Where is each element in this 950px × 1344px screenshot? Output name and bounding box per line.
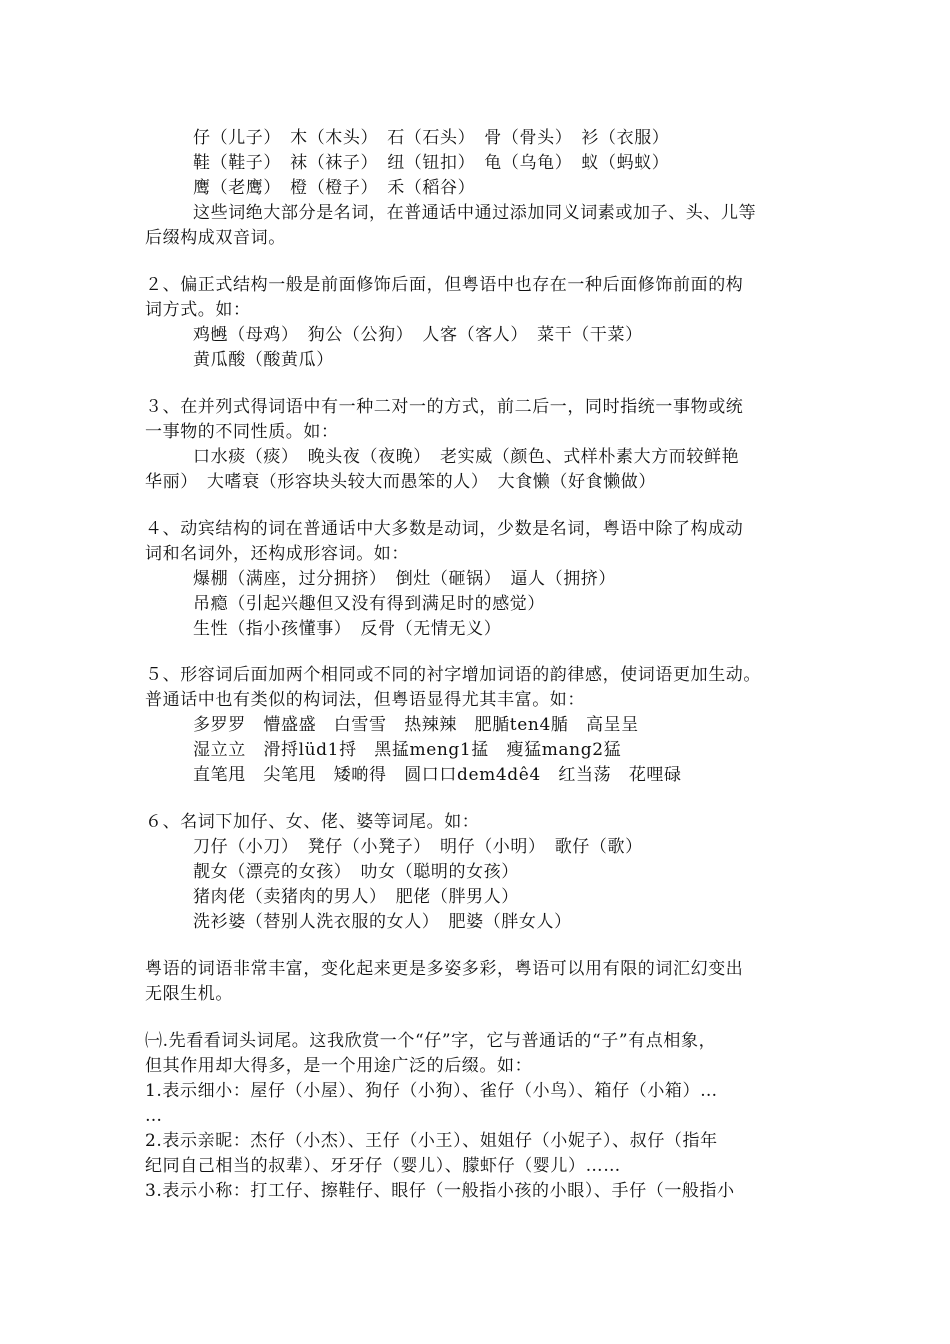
text-line: 无限生机。 (145, 984, 233, 1004)
text-line: 词和名词外，还构成形容词。如： (145, 544, 409, 564)
text-line: 黄瓜酸（酸黄瓜） (193, 350, 334, 370)
text-line: 猪肉佬（卖猪肉的男人） 肥佬（胖男人） (193, 887, 519, 907)
section-heading: ６、名词下加仔、女、佬、婆等词尾。如： (145, 812, 480, 832)
text-line: 词方式。如： (145, 300, 251, 320)
text-line: 直笔甩 尖笔甩 矮啲得 圆口口dem4dê4 红当荡 花哩碌 (193, 765, 682, 785)
text-line: 粤语的词语非常丰富，变化起来更是多姿多彩，粤语可以用有限的词汇幻变出 (145, 959, 744, 979)
text-line: 2.表示亲昵：杰仔（小杰）、王仔（小王）、姐姐仔（小妮子）、叔仔（指年 (145, 1131, 718, 1151)
section-heading: ４、动宾结构的词在普通话中大多数是动词，少数是名词，粤语中除了构成动 (145, 519, 744, 539)
text-line: 生性（指小孩懂事） 反骨（无情无义） (193, 619, 502, 639)
text-line: 鹰（老鹰） 橙（橙子） 禾（稻谷） (193, 178, 476, 198)
text-line: 1.表示细小：屋仔（小屋）、狗仔（小狗）、雀仔（小鸟）、箱仔（小箱）… (145, 1081, 718, 1101)
section-heading: ５、形容词后面加两个相同或不同的衬字增加词语的韵律感，使词语更加生动。 (145, 665, 761, 685)
text-line: 鞋（鞋子） 袜（袜子） 纽（钮扣） 龟（乌龟） 蚁（蚂蚁） (193, 153, 670, 173)
text-line: 纪同自己相当的叔辈）、牙牙仔（婴儿）、朦虾仔（婴儿）…… (145, 1156, 621, 1176)
text-line: 湿立立 滑捋lüd1捋 黑掹meng1掹 瘦猛mang2猛 (193, 740, 622, 760)
text-line: 仔（儿子） 木（木头） 石（石头） 骨（骨头） 衫（衣服） (193, 128, 670, 148)
text-line: 3.表示小称：打工仔、擦鞋仔、眼仔（一般指小孩的小眼）、手仔（一般指小 (145, 1181, 735, 1201)
text-line: 华丽） 大嗜衰（形容块头较大而愚笨的人） 大食懒（好食懒做） (145, 472, 656, 492)
text-line: 洗衫婆（替别人洗衣服的女人） 肥婆（胖女人） (193, 912, 572, 932)
text-line: 爆棚（满座，过分拥挤） 倒灶（砸锅） 逼人（拥挤） (193, 569, 616, 589)
text-line: 鸡乸（母鸡） 狗公（公狗） 人客（客人） 菜干（干菜） (193, 325, 643, 345)
text-line: 吊瘾（引起兴趣但又没有得到满足时的感觉） (193, 594, 545, 614)
text-line: … (145, 1106, 163, 1126)
text-line: 多罗罗 懵盛盛 白雪雪 热辣辣 肥腯ten4腯 高呈呈 (193, 715, 639, 735)
text-line: 但其作用却大得多，是一个用途广泛的后缀。如： (145, 1056, 533, 1076)
text-line: 普通话中也有类似的构词法，但粤语显得尤其丰富。如： (145, 690, 585, 710)
section-heading: ３、在并列式得词语中有一种二对一的方式，前二后一，同时指统一事物或统 (145, 397, 744, 417)
section-heading: ㈠.先看看词头词尾。这我欣赏一个“仔”字，它与普通话的“子”有点相象， (145, 1031, 717, 1051)
text-line: 一事物的不同性质。如： (145, 422, 339, 442)
text-line: 刀仔（小刀） 凳仔（小凳子） 明仔（小明） 歌仔（歌） (193, 837, 643, 857)
text-line: 口水痰（痰） 晚头夜（夜晚） 老实威（颜色、式样朴素大方而较鲜艳 (193, 447, 740, 467)
text-line: 靓女（漂亮的女孩） 叻女（聪明的女孩） (193, 862, 519, 882)
text-line: 后缀构成双音词。 (145, 228, 286, 248)
section-heading: ２、偏正式结构一般是前面修饰后面，但粤语中也存在一种后面修饰前面的构 (145, 275, 744, 295)
text-line: 这些词绝大部分是名词，在普通话中通过添加同义词素或加子、头、儿等 (193, 203, 757, 223)
